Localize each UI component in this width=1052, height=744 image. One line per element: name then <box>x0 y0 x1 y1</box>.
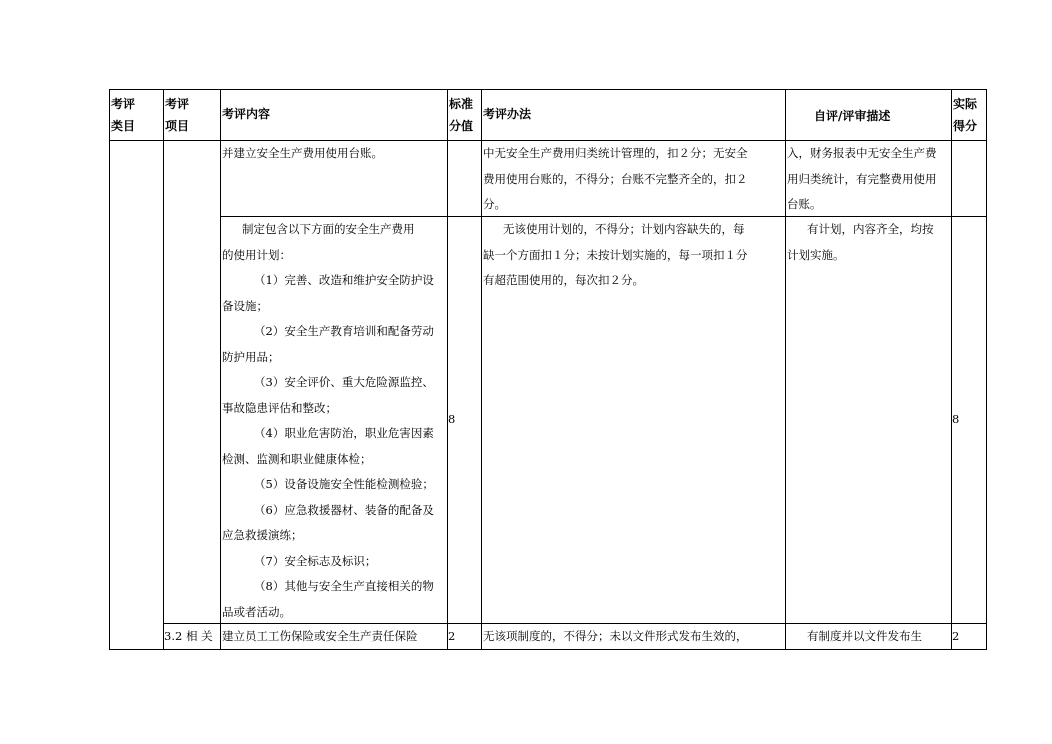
assessment-table <box>109 89 987 650</box>
row1-content: 并建立安全生产费用使用台账。 <box>222 146 383 160</box>
column-divider <box>447 89 448 650</box>
row3-standard-score: 2 <box>448 629 456 643</box>
header-standard-score: 标准 分值 <box>449 97 474 133</box>
column-divider <box>951 89 952 650</box>
column-divider <box>163 89 164 650</box>
row3-content: 建立员工工伤保险或安全生产责任保险 <box>222 629 418 643</box>
header-content: 考评内容 <box>222 107 271 121</box>
row1-method: 中无安全生产费用归类统计管理的，扣２分；无安全 费用使用台账的，不得分；台账不完整齐全的，扣２ 分。 <box>483 146 748 211</box>
table-border-right <box>986 89 987 650</box>
header-actual-score: 实际 得分 <box>953 97 978 133</box>
row2-desc: 有计划，内容齐全，均按 计划实施。 <box>787 222 934 262</box>
row3-item: 3.2 相 关 <box>164 629 213 643</box>
header-self-review: 自评/评审描述 <box>814 109 891 123</box>
column-divider <box>785 89 786 650</box>
header-item: 考评 项目 <box>165 97 190 133</box>
row2-actual-score: 8 <box>952 412 960 426</box>
row3-desc: 有制度并以文件发布生 <box>807 629 922 643</box>
header-method: 考评办法 <box>483 107 532 121</box>
row3-actual-score: 2 <box>952 629 960 643</box>
table-border-left <box>109 89 110 650</box>
column-divider <box>220 89 221 650</box>
row2-standard-score: 8 <box>448 412 456 426</box>
table-border-top <box>109 89 987 90</box>
row2-content: 制定包含以下方面的安全生产费用 的使用计划： （1）完善、改造和维护安全防护设 备设施； （2）安全生产教育培训和配备劳动 防护用品； （3）安全评价、重大危险源监控、 事故隐患评估和整改； （4）职业危害防治，职业危害因素 检测、监测和职业健康体检； （5）设备设施安全性能检测检验； （6）应急救援器材、装备的配备及 应急救援演练； （7）安全标志及标识； （8）其他与安全生产直接相关的物 品或者活动。 <box>222 222 434 619</box>
column-divider <box>481 89 482 650</box>
row1-desc: 入，财务报表中无安全生产费 用归类统计，有完整费用使用 台账。 <box>787 146 937 211</box>
row2-method: 无该使用计划的，不得分；计划内容缺失的，每 缺一个方面扣１分；未按计划实施的，每一项扣１分 有超范围使用的，每次扣２分。 <box>483 222 748 287</box>
header-category: 考评 类目 <box>111 97 136 133</box>
row3-method: 无该项制度的，不得分；未以文件形式发布生效的， <box>483 629 748 643</box>
